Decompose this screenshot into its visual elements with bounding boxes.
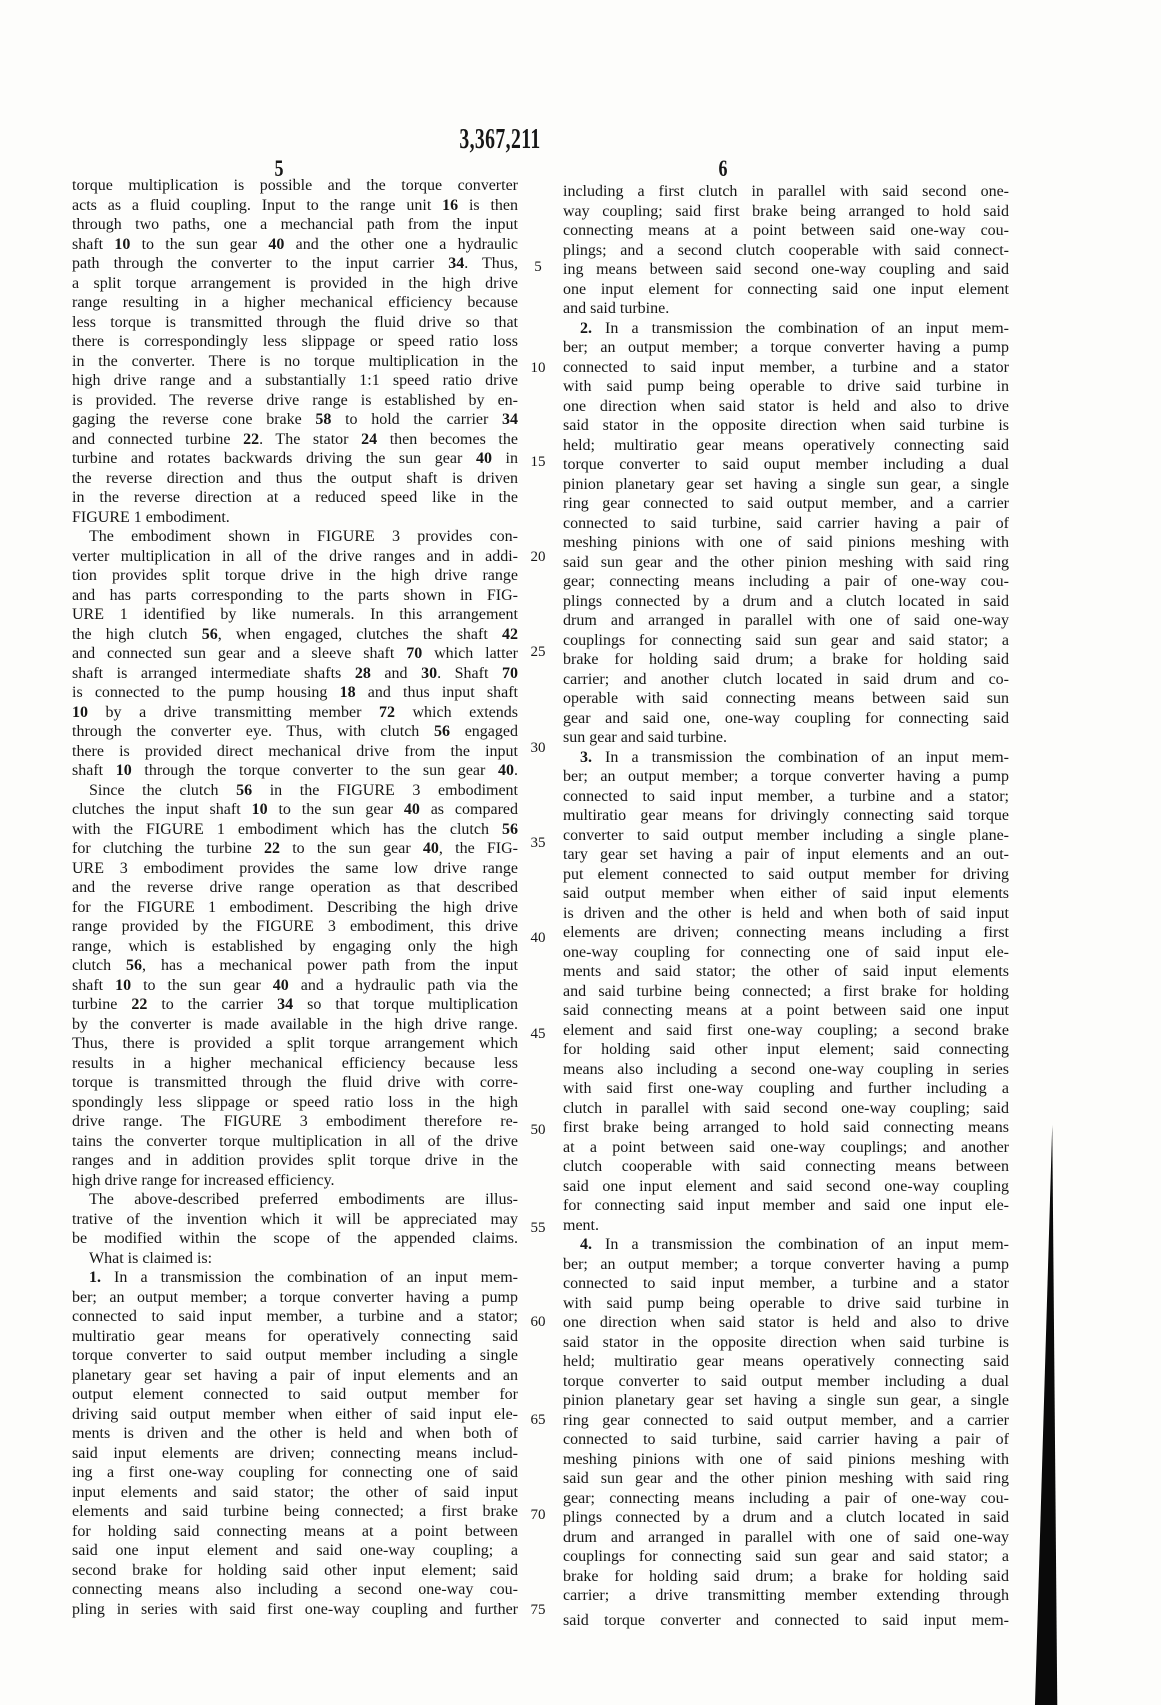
text-line: URE 1 identified by like numerals. In this arrangement bbox=[72, 606, 518, 623]
text-line: elements are driven; connecting means including a first bbox=[563, 924, 1009, 941]
text-line: acts as a fluid coupling. Input to the range unit 16 is then bbox=[72, 196, 518, 214]
text-line: way coupling; said first brake being arranged to hold said bbox=[563, 202, 1009, 220]
text-line: What is claimed is: bbox=[89, 1249, 213, 1267]
text-line: gaging the reverse cone brake 58 to hold the carrier 34 bbox=[72, 411, 518, 428]
text-line: connected to said input member, a turbine and a stator bbox=[563, 1275, 1009, 1292]
text-line: The embodiment shown in FIGURE 3 provides con- bbox=[89, 528, 518, 545]
text-line: in the converter. There is no torque multiplication in the bbox=[72, 352, 518, 370]
text-line: shaft 10 to the sun gear 40 and a hydraulic path via the bbox=[72, 976, 518, 994]
text-line: a split torque arrangement is provided in the high drive bbox=[72, 274, 518, 292]
gutter-line-number: 55 bbox=[530, 1220, 546, 1236]
text-line: and has parts corresponding to the parts shown in FIG- bbox=[72, 586, 518, 604]
text-line: carrier; a drive transmitting member extending through bbox=[563, 1587, 1009, 1604]
text-line: at a point between said one-way couplings; and another bbox=[563, 1138, 1009, 1156]
text-line: torque converter to said output member including a single bbox=[72, 1347, 518, 1364]
text-line: second brake for holding said other input element; said bbox=[72, 1561, 518, 1579]
text-line: meshing pinions with one of said pinions meshing with bbox=[563, 1450, 1009, 1468]
text-line: meshing pinions with one of said pinions meshing with bbox=[563, 534, 1009, 551]
text-line: there is provided direct mechanical drive from the input bbox=[72, 742, 518, 760]
gutter-line-number: 70 bbox=[530, 1507, 546, 1523]
text-line: ments and said stator; the other of said input elements bbox=[563, 963, 1009, 980]
text-line: ber; an output member; a torque converter having a pump bbox=[72, 1288, 518, 1306]
column-right bbox=[563, 182, 1009, 1630]
text-line: with the FIGURE 1 embodiment which has the clutch 56 bbox=[72, 820, 518, 838]
text-line: spondingly less slippage or speed ratio loss in the high bbox=[72, 1093, 518, 1111]
text-line: drum and arranged in parallel with one of said one-way bbox=[563, 1528, 1009, 1546]
text-line: with said first one-way coupling and further including a bbox=[563, 1080, 1009, 1097]
text-line: URE 3 embodiment provides the same low drive range bbox=[72, 859, 518, 877]
gutter-line-number: 5 bbox=[534, 259, 542, 275]
text-line: and said turbine being connected; a first brake for holding bbox=[563, 982, 1009, 1000]
text-line: gear and said one, one-way coupling for connecting said bbox=[563, 709, 1009, 727]
text-line: put element connected to said output member for driving bbox=[563, 865, 1009, 883]
column-number-left: 5 bbox=[274, 156, 284, 182]
line-number-gutter bbox=[524, 0, 552, 1705]
text-line: ber; an output member; a torque converter having a pump bbox=[563, 768, 1009, 785]
text-line: results in a higher mechanical efficiency because less bbox=[72, 1054, 518, 1072]
text-line: first brake being arranged to hold said connecting means bbox=[563, 1119, 1009, 1136]
text-line: 3. In a transmission the combination of an input mem- bbox=[580, 748, 1009, 766]
gutter-line-number: 75 bbox=[530, 1602, 546, 1618]
text-line: is provided. The reverse drive range is established by en- bbox=[72, 391, 518, 409]
text-line: plings connected by a drum and a clutch located in said bbox=[563, 592, 1009, 610]
text-line: range resulting in a higher mechanical efficiency because bbox=[72, 294, 518, 311]
gutter-line-number: 50 bbox=[530, 1122, 546, 1138]
text-line: couplings for connecting said sun gear and said stator; a bbox=[563, 1548, 1009, 1565]
patent-number: 3,367,211 bbox=[459, 124, 541, 156]
text-line: high drive range for increased efficiency. bbox=[72, 1171, 335, 1189]
text-line: through the converter eye. Thus, with clutch 56 engaged bbox=[72, 723, 518, 740]
text-line: ing a first one-way coupling for connecting one of said bbox=[72, 1464, 518, 1481]
text-line: less torque is transmitted through the fluid drive so that bbox=[72, 313, 518, 331]
text-line: pinion planetary gear set having a single sun gear, a single bbox=[563, 1392, 1009, 1409]
text-line: carrier; and another clutch located in said drum and co- bbox=[563, 670, 1009, 688]
text-line: element and said first one-way coupling; a second brake bbox=[563, 1021, 1009, 1039]
text-line: verter multiplication in all of the drive ranges and in addi- bbox=[72, 547, 518, 565]
text-line: 1. In a transmission the combination of an input mem- bbox=[89, 1269, 518, 1286]
text-line: 4. In a transmission the combination of an input mem- bbox=[580, 1236, 1009, 1253]
text-line: elements and said turbine being connected; a first brake bbox=[72, 1503, 518, 1520]
text-line: converter to said output member including a single plane- bbox=[563, 826, 1009, 844]
gutter-line-number: 45 bbox=[530, 1026, 546, 1042]
text-line: held; multiratio gear means operatively connecting said bbox=[563, 1353, 1009, 1370]
text-line: plings connected by a drum and a clutch located in said bbox=[563, 1509, 1009, 1526]
text-line: drive range. The FIGURE 3 embodiment therefore re- bbox=[72, 1113, 518, 1130]
gutter-line-number: 30 bbox=[530, 740, 546, 756]
text-line: shaft 10 to the sun gear 40 and the other one a hydraulic bbox=[72, 235, 518, 253]
text-line: shaft is arranged intermediate shafts 28 and 30. Shaft 70 bbox=[72, 664, 518, 682]
text-line: with said pump being operable to drive said turbine in bbox=[563, 378, 1009, 395]
text-line: torque converter to said output member including a dual bbox=[563, 1372, 1009, 1390]
text-line: connected to said input member, a turbine and a stator; bbox=[563, 787, 1009, 805]
text-line: is connected to the pump housing 18 and thus input shaft bbox=[72, 684, 518, 701]
text-line: multiratio gear means for drivingly connecting said torque bbox=[563, 807, 1009, 824]
text-line: shaft 10 through the torque converter to the sun gear 40. bbox=[72, 762, 518, 779]
text-line: tary gear set having a pair of input elements and an out- bbox=[563, 846, 1009, 863]
text-line: pling in series with said first one-way coupling and further bbox=[72, 1600, 518, 1618]
text-line: planetary gear set having a pair of input elements and an bbox=[72, 1366, 518, 1384]
text-line: torque is transmitted through the fluid drive with corre- bbox=[72, 1074, 518, 1091]
text-line: Since the clutch 56 in the FIGURE 3 embodiment bbox=[89, 781, 518, 799]
text-line: input elements and said stator; the other of said input bbox=[72, 1483, 518, 1501]
text-line: said sun gear and the other pinion meshing with said ring bbox=[563, 1470, 1009, 1487]
text-line: said input elements are driven; connecting means includ- bbox=[72, 1444, 518, 1462]
text-line: and the reverse drive range operation as that described bbox=[72, 879, 518, 896]
text-line: one direction when said stator is held and also to drive bbox=[563, 397, 1009, 415]
gutter-line-number: 35 bbox=[530, 835, 546, 851]
text-line: 2. In a transmission the combination of an input mem- bbox=[580, 319, 1009, 337]
text-line: for connecting said input member and said one input ele- bbox=[563, 1197, 1009, 1214]
gutter-line-number: 60 bbox=[530, 1314, 546, 1330]
text-line: gear; connecting means including a pair of one-way cou- bbox=[563, 1489, 1009, 1507]
text-line: range, which is established by engaging only the high bbox=[72, 937, 518, 955]
text-line: drum and arranged in parallel with one of said one-way bbox=[563, 612, 1009, 629]
column-number-right: 6 bbox=[718, 156, 728, 182]
text-line: said output member when either of said input elements bbox=[563, 885, 1009, 902]
text-line: sun gear and said turbine. bbox=[563, 729, 727, 746]
gutter-line-number: 10 bbox=[530, 360, 546, 376]
column-left bbox=[72, 176, 518, 1619]
text-line: said stator in the opposite direction when said turbine is bbox=[563, 417, 1009, 434]
gutter-line-number: 20 bbox=[530, 549, 546, 565]
text-line: clutch 56, has a mechanical power path from the input bbox=[72, 957, 518, 974]
gutter-line-number: 25 bbox=[530, 644, 546, 660]
text-line: said stator in the opposite direction when said turbine is bbox=[563, 1333, 1009, 1351]
text-line: with said pump being operable to drive said turbine in bbox=[563, 1294, 1009, 1312]
text-line: brake for holding said drum; a brake for holding said bbox=[563, 1567, 1009, 1585]
text-line: tains the converter torque multiplication in all of the drive bbox=[72, 1132, 518, 1150]
text-line: for holding said other input element; said connecting bbox=[563, 1041, 1009, 1058]
text-line: 10 by a drive transmitting member 72 which extends bbox=[72, 703, 518, 721]
gutter-line-number: 65 bbox=[530, 1412, 546, 1428]
text-line: for holding said connecting means at a point between bbox=[72, 1522, 518, 1540]
text-line: said one input element and said second one-way coupling bbox=[563, 1177, 1009, 1195]
text-line: range provided by the FIGURE 3 embodiment, this drive bbox=[72, 918, 518, 935]
scan-artifact bbox=[1034, 1125, 1058, 1705]
text-line: and said turbine. bbox=[563, 300, 670, 317]
text-line: clutch in parallel with said second one-way coupling; said bbox=[563, 1099, 1009, 1117]
text-line: be modified within the scope of the appended claims. bbox=[72, 1230, 518, 1247]
gutter-line-number: 15 bbox=[530, 454, 546, 470]
text-line: connected to said turbine, said carrier having a pair of bbox=[563, 1431, 1009, 1448]
text-line: pinion planetary gear set having a single sun gear, a single bbox=[563, 475, 1009, 493]
text-line: turbine and rotates backwards driving the sun gear 40 in bbox=[72, 450, 518, 467]
text-line: plings; and a second clutch cooperable with said connect- bbox=[563, 241, 1009, 259]
text-line: is driven and the other is held and when both of said input bbox=[563, 904, 1009, 922]
text-line: trative of the invention which it will be appreciated may bbox=[72, 1210, 518, 1228]
text-line: torque converter to said ouput member including a dual bbox=[563, 456, 1009, 473]
text-line: means also including a second one-way coupling in series bbox=[563, 1060, 1009, 1078]
text-line: and connected turbine 22. The stator 24 then becomes the bbox=[72, 430, 518, 448]
text-line: in the reverse direction at a reduced speed like in the bbox=[72, 489, 518, 506]
text-line: ing means between said second one-way coupling and said bbox=[563, 261, 1009, 278]
text-line: ber; an output member; a torque converter having a pump bbox=[563, 1255, 1009, 1273]
text-line: one-way coupling for connecting one of said input ele- bbox=[563, 943, 1009, 961]
gutter-line-number: 40 bbox=[530, 930, 546, 946]
text-line: torque multiplication is possible and the torque converter bbox=[72, 177, 518, 194]
text-line: said sun gear and the other pinion meshing with said ring bbox=[563, 553, 1009, 571]
text-line: output element connected to said output member for bbox=[72, 1386, 518, 1403]
text-line: ber; an output member; a torque converter having a pump bbox=[563, 339, 1009, 356]
text-line: connecting means at a point between said one-way cou- bbox=[563, 222, 1009, 239]
text-line: clutches the input shaft 10 to the sun gear 40 as compared bbox=[72, 801, 518, 818]
text-line: said one input element and said one-way coupling; a bbox=[72, 1542, 518, 1559]
text-line: the reverse direction and thus the output shaft is driven bbox=[72, 469, 518, 487]
text-line: one input element for connecting said one input element bbox=[563, 280, 1009, 298]
text-line: ments is driven and the other is held and when both of bbox=[72, 1425, 518, 1442]
text-line: said connecting means at a point between said one input bbox=[563, 1002, 1009, 1019]
text-line: brake for holding said drum; a brake for holding said bbox=[563, 651, 1009, 668]
text-line: The above-described preferred embodiments are illus- bbox=[89, 1191, 518, 1208]
text-line: ment. bbox=[563, 1216, 599, 1234]
text-line: including a first clutch in parallel with said second one- bbox=[563, 183, 1009, 200]
text-line: by the converter is made available in the high drive range. bbox=[72, 1015, 518, 1033]
text-line: connected to said input member, a turbine and a stator bbox=[563, 358, 1009, 376]
text-line: clutch cooperable with said connecting means between bbox=[563, 1158, 1009, 1175]
text-line: tion provides split torque drive in the high drive range bbox=[72, 567, 518, 584]
text-line: said torque converter and connected to said input mem- bbox=[563, 1611, 1009, 1629]
text-line: one direction when said stator is held and also to drive bbox=[563, 1314, 1009, 1331]
text-line: FIGURE 1 embodiment. bbox=[72, 508, 230, 526]
text-line: path through the converter to the input carrier 34. Thus, bbox=[72, 255, 518, 272]
text-line: high drive range and a substantially 1:1 speed ratio drive bbox=[72, 372, 518, 389]
text-line: ranges and in addition provides split torque drive in the bbox=[72, 1152, 518, 1169]
text-line: through two paths, one a mechancial path from the input bbox=[72, 216, 518, 233]
text-line: ring gear connected to said output member, and a carrier bbox=[563, 1411, 1009, 1429]
text-line: driving said output member when either of said input ele- bbox=[72, 1405, 518, 1423]
text-line: connected to said turbine, said carrier having a pair of bbox=[563, 514, 1009, 532]
text-line: multiratio gear means for operatively connecting said bbox=[72, 1327, 518, 1345]
text-line: for clutching the turbine 22 to the sun gear 40, the FIG- bbox=[72, 840, 518, 857]
text-line: turbine 22 to the carrier 34 so that torque multiplication bbox=[72, 996, 518, 1013]
text-line: operable with said connecting means between said sun bbox=[563, 690, 1009, 707]
text-line: Thus, there is provided a split torque arrangement which bbox=[72, 1035, 518, 1052]
text-line: the high clutch 56, when engaged, clutches the shaft 42 bbox=[72, 625, 518, 643]
text-line: couplings for connecting said sun gear and said stator; a bbox=[563, 631, 1009, 649]
text-line: connecting means also including a second one-way cou- bbox=[72, 1581, 518, 1598]
text-line: connected to said input member, a turbine and a stator; bbox=[72, 1308, 518, 1325]
text-line: for the FIGURE 1 embodiment. Describing the high drive bbox=[72, 898, 518, 916]
text-line: gear; connecting means including a pair of one-way cou- bbox=[563, 573, 1009, 590]
text-line: there is correspondingly less slippage or speed ratio loss bbox=[72, 333, 518, 350]
text-line: ring gear connected to said output member, and a carrier bbox=[563, 495, 1009, 512]
text-line: held; multiratio gear means operatively connecting said bbox=[563, 436, 1009, 454]
text-line: and connected sun gear and a sleeve shaft 70 which latter bbox=[72, 645, 518, 662]
